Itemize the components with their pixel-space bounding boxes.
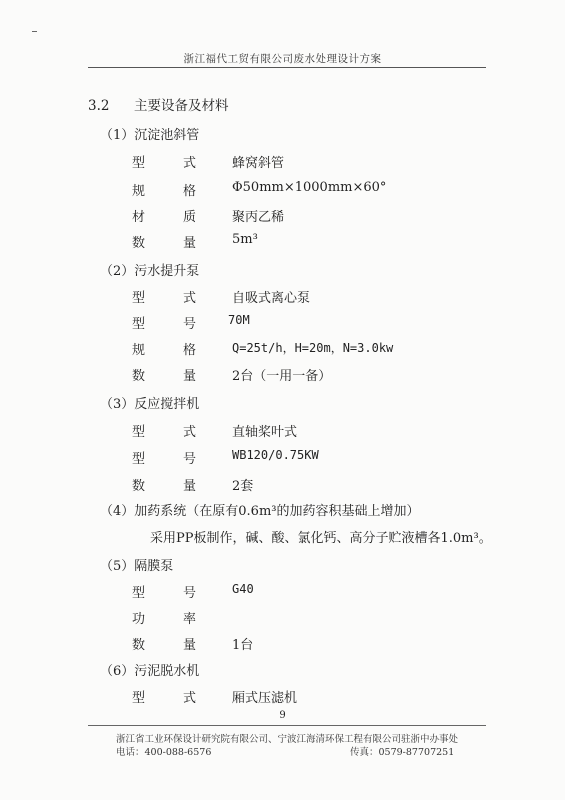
page-number: 9 [279,710,286,721]
footer-phone: 电话：400-088-6576 [116,747,212,758]
section-number: 3.2 [88,98,110,114]
spec-label: 型 式 [132,425,196,440]
spec-label: 型 式 [132,691,196,706]
section-title: 主要设备及材料 [134,98,229,114]
item-3-title: （3）反应搅拌机 [100,397,200,412]
spec-value: 5m³ [232,232,258,247]
spec-value: 厢式压滤机 [232,691,298,706]
header-rule [88,67,486,68]
spec-value: G40 [232,582,254,596]
spec-value: 蜂窝斜管 [232,156,285,171]
spec-label: 型 号 [132,317,196,332]
scan-mark [32,31,37,32]
item-5-title: （5）隔膜泵 [100,559,174,574]
item-4-title: （4）加药系统（在原有0.6m³的加药容积基础上增加） [100,504,420,519]
spec-value: Q=25t/h，H=20m，N=3.0kw [232,341,394,355]
spec-label: 规 格 [132,184,196,199]
spec-label: 规 格 [132,343,196,358]
spec-value: 2台（一用一备） [232,369,332,384]
item-4-paragraph: 采用PP板制作，碱、酸、氯化钙、高分子贮液槽各1.0m³。 [150,531,492,546]
page-header: 浙江福代工贸有限公司废水处理设计方案 [183,53,382,65]
spec-label: 数 量 [132,479,196,494]
spec-value: 2套 [232,479,254,494]
item-1-title: （1）沉淀池斜管 [100,128,200,143]
spec-label: 材 质 [132,210,196,225]
spec-label: 功 率 [132,612,196,627]
footer-company: 浙江省工业环保设计研究院有限公司、宁波江海清环保工程有限公司驻浙中办事处 [116,734,459,745]
section-heading [88,94,229,114]
footer-fax: 传真：0579-87707251 [350,747,455,758]
spec-label: 型 号 [132,452,196,467]
spec-value: 1台 [232,638,254,653]
spec-label: 型 式 [132,156,196,171]
spec-value: 聚丙乙稀 [232,210,285,225]
spec-value: Φ50mm×1000mm×60° [232,180,387,195]
spec-label: 型 式 [132,291,196,306]
footer-rule [88,725,486,726]
spec-value: WB120/0.75KW [232,448,319,462]
item-2-title: （2）污水提升泵 [100,264,200,279]
spec-value: 自吸式离心泵 [232,291,311,306]
spec-label: 数 量 [132,236,196,251]
item-6-title: （6）污泥脱水机 [100,664,200,679]
spec-label: 数 量 [132,638,196,653]
spec-label: 数 量 [132,369,196,384]
spec-value: 直轴桨叶式 [232,425,298,440]
spec-value: 70M [228,313,250,327]
spec-label: 型 号 [132,586,196,601]
